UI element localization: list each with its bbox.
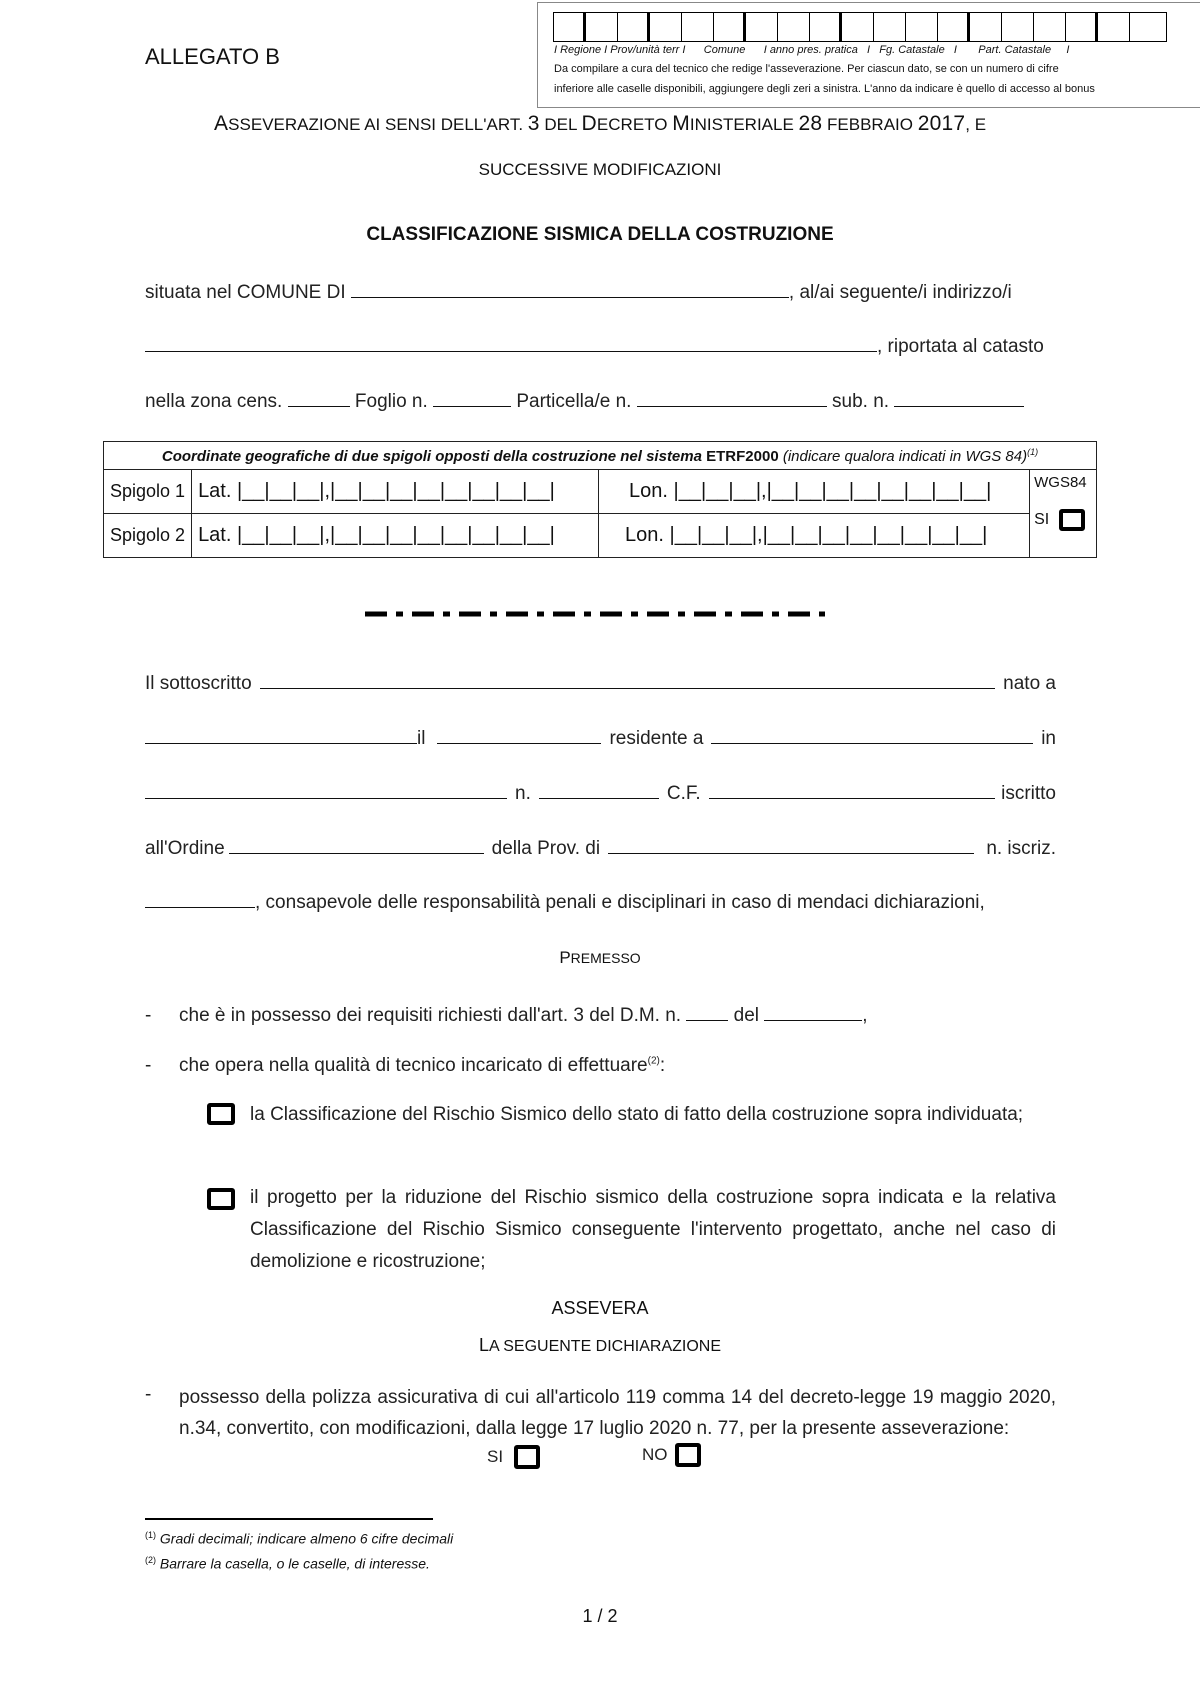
- polizza-no-option: [642, 1443, 701, 1467]
- zona-label: nella zona cens.: [145, 391, 283, 412]
- spigolo-1-lat[interactable]: [192, 470, 599, 514]
- lat-field[interactable]: Lat. |__|__|__|,|__|__|__|__|__|__|__|__|: [198, 480, 555, 502]
- coordinates-table: [103, 441, 1097, 558]
- ordine-label: all'Ordine: [145, 838, 225, 859]
- spigolo-2-label: Spigolo 2: [104, 514, 192, 558]
- footnote-1: [145, 1530, 453, 1547]
- dichiarazione-initial: L: [478, 1335, 489, 1355]
- del-label: del: [733, 1005, 760, 1026]
- code-digit-boxes[interactable]: [553, 12, 1167, 42]
- allegato-label: ALLEGATO B: [145, 44, 280, 69]
- wgs-si-label: SI: [1034, 510, 1050, 528]
- title-part: INISTERIALE: [689, 115, 799, 134]
- assevera-heading: ASSEVERA: [551, 1298, 649, 1318]
- requisiti-text: che è in possesso dei requisiti richiesti dall'art. 3 del D.M. n.: [179, 1005, 682, 1026]
- wgs-si-checkbox[interactable]: [1059, 509, 1085, 531]
- declarant-line-1: [145, 673, 1056, 695]
- consapevole-text: , consapevole delle responsabilità penali e disciplinari in caso di mendaci dichiarazioni,: [255, 892, 985, 913]
- footnote-2: [145, 1555, 430, 1572]
- wgs-si-row: [1034, 509, 1092, 531]
- premesso-item-1: - che è in possesso dei requisiti richiesti dall'art. 3 del D.M. n. del ,: [145, 1005, 868, 1026]
- premesso-item-2: - che opera nella qualità di tecnico incaricato di effettuare$^{(2)}$:: [145, 1055, 666, 1076]
- declarant-line-4: [145, 838, 1056, 860]
- wgs-cell: [1030, 470, 1097, 558]
- comune-label: situata nel COMUNE DI: [145, 282, 346, 303]
- cf-field[interactable]: [709, 797, 995, 799]
- iscritto-label: iscritto: [1001, 783, 1056, 804]
- title-part: 3: [527, 112, 540, 135]
- footnote-ref-2: (2): [647, 1055, 660, 1067]
- sottoscritto-field[interactable]: [260, 687, 996, 689]
- cf-label: C.F.: [666, 783, 701, 804]
- title-part: 28: [798, 112, 823, 135]
- footnote-separator: [145, 1518, 433, 1520]
- assevera-item: [145, 1382, 1056, 1444]
- foglio-label: Foglio n.: [354, 391, 428, 412]
- comune-field[interactable]: [351, 296, 789, 298]
- location-line-1: [145, 282, 1012, 304]
- spigolo-2-lon[interactable]: [599, 514, 1030, 558]
- catasto-label: , riportata al catasto: [877, 336, 1044, 357]
- title-part: M: [672, 112, 690, 135]
- n-iscriz-field[interactable]: [145, 906, 255, 908]
- polizza-si-label: SI: [487, 1447, 504, 1467]
- nato-a-label: nato a: [1003, 673, 1056, 694]
- premesso-initial: P: [559, 948, 571, 967]
- qualita-text: che opera nella qualità di tecnico incaricato di effettuare: [179, 1055, 648, 1076]
- lon-field[interactable]: Lon. |__|__|__|,|__|__|__|__|__|__|__|__|: [629, 480, 992, 502]
- particella-label: Particella/e n.: [516, 391, 632, 412]
- dichiarazione-rest: A SEGUENTE DICHIARAZIONE: [488, 1338, 722, 1355]
- polizza-text: possesso della polizza assicurativa di cui all'articolo 119 comma 14 del decreto-legge 19 maggio 2020, n.34, convertito, con modificazioni, dalla legge 17 luglio 2020 n. 77, per la presente asseverazione:: [179, 1387, 1056, 1439]
- location-line-2: [145, 336, 1044, 358]
- dm-number-field[interactable]: [686, 1019, 728, 1021]
- wgs-label: WGS84: [1034, 474, 1087, 491]
- code-note-1: Da compilare a cura del tecnico che redige l'asseverazione. Per ciascun dato, se con un numero di cifre: [554, 63, 1059, 75]
- n-label: n.: [515, 783, 531, 804]
- n-iscriz-label: n. iscriz.: [986, 838, 1056, 859]
- code-note-2: inferiore alle caselle disponibili, aggiungere degli zeri a sinistra. L'anno da indicare è quello di accesso al bonus: [554, 83, 1095, 95]
- in-label: in: [1041, 728, 1056, 749]
- footnote-ref-1: (1): [1027, 446, 1039, 457]
- prov-field[interactable]: [608, 852, 974, 854]
- declarant-line-5: [145, 892, 985, 914]
- title-char: A: [213, 112, 229, 135]
- option-1-text: la Classificazione del Rischio Sismico dello stato di fatto della costruzione sopra individuata;: [250, 1104, 1024, 1125]
- bullet-dash: -: [145, 1384, 152, 1405]
- title-part: , E: [965, 115, 987, 134]
- lon-field[interactable]: Lon. |__|__|__|,|__|__|__|__|__|__|__|__|: [625, 524, 988, 546]
- option-2-text: il progetto per la riduzione del Rischio sismico della costruzione sopra indicata e la relativa Classificazione del Rischio Sismico conseguente l'intervento progettato, anche nel caso di demolizione e ricostruzione;: [250, 1187, 1056, 1272]
- section-separator: [365, 608, 825, 620]
- title-part: 2017: [917, 112, 966, 135]
- title-part: D: [581, 112, 597, 135]
- ordine-field[interactable]: [229, 852, 484, 854]
- footnote-1-marker: (1): [145, 1530, 156, 1540]
- spigolo-1-lon[interactable]: [599, 470, 1030, 514]
- document-subtitle: CLASSIFICAZIONE SISMICA DELLA COSTRUZIONE: [366, 224, 834, 245]
- title-part: SSEVERAZIONE AI SENSI DELL'ART.: [228, 115, 528, 134]
- foglio-field[interactable]: [433, 405, 511, 407]
- civico-field[interactable]: [539, 797, 659, 799]
- code-box: [537, 2, 1200, 108]
- dichiarazione-heading: [0, 1335, 1200, 1356]
- bullet-dash: -: [145, 1005, 152, 1026]
- polizza-si-checkbox[interactable]: [514, 1445, 540, 1469]
- declarant-line-2: [145, 728, 1056, 750]
- residente-label: residente a: [609, 728, 704, 749]
- polizza-options: [487, 1445, 540, 1469]
- indirizzo-residenza-field[interactable]: [145, 797, 507, 799]
- title-part: FEBBRAIO: [822, 115, 918, 134]
- spigolo-1-label: Spigolo 1: [104, 470, 192, 514]
- code-labels: I Regione I Prov/unità terr I Comune I anno pres. pratica I Fg. Catastale I Part. Catastale I: [554, 44, 1070, 56]
- location-line-3: [145, 391, 1024, 413]
- option-1-row: [207, 1099, 1056, 1131]
- title-part: DEL: [539, 115, 582, 134]
- zona-field[interactable]: [288, 405, 350, 407]
- etrf-label: ETRF2000: [706, 447, 779, 465]
- title-part: ECRETO: [596, 115, 673, 134]
- polizza-no-label: NO: [642, 1445, 668, 1465]
- particella-field[interactable]: [637, 405, 827, 407]
- coordinates-header: [104, 442, 1097, 470]
- premesso-heading: [0, 948, 1200, 968]
- spigolo-2-lat[interactable]: [192, 514, 599, 558]
- bullet-dash: -: [145, 1055, 152, 1076]
- document-title-line2: SUCCESSIVE MODIFICAZIONI: [478, 160, 722, 179]
- polizza-no-checkbox[interactable]: [675, 1443, 701, 1467]
- sub-label: sub. n.: [832, 391, 890, 412]
- footnote-2-text: Barrare la casella, o le caselle, di interesse.: [159, 1555, 430, 1572]
- lat-field[interactable]: Lat. |__|__|__|,|__|__|__|__|__|__|__|__|: [198, 524, 555, 546]
- wgs-note: (indicare qualora indicati in WGS 84): [778, 447, 1028, 465]
- declarant-line-3: [145, 783, 1056, 805]
- footnote-2-marker: (2): [145, 1555, 156, 1565]
- dm-date-field[interactable]: [764, 1019, 862, 1021]
- data-nascita-field[interactable]: [437, 742, 601, 744]
- option-2-row: [207, 1182, 1056, 1278]
- il-label: il: [417, 728, 426, 749]
- sottoscritto-label: Il sottoscritto: [145, 673, 252, 694]
- indirizzo-field[interactable]: [145, 350, 877, 352]
- prov-label: della Prov. di: [491, 838, 601, 859]
- residenza-field[interactable]: [711, 742, 1033, 744]
- coordinates-header-text: Coordinate geografiche di due spigoli opposti della costruzione nel sistema: [161, 447, 707, 465]
- page-number: 1 / 2: [582, 1606, 618, 1626]
- option-1-checkbox[interactable]: [207, 1103, 235, 1125]
- premesso-rest: REMESSO: [570, 950, 641, 966]
- document-title: [0, 112, 1200, 136]
- footnote-1-text: Gradi decimali; indicare almeno 6 cifre decimali: [159, 1530, 454, 1547]
- option-2-checkbox[interactable]: [207, 1188, 235, 1210]
- luogo-nascita-field[interactable]: [145, 742, 417, 744]
- sub-field[interactable]: [894, 405, 1024, 407]
- indirizzo-label: , al/ai seguente/i indirizzo/i: [788, 282, 1012, 303]
